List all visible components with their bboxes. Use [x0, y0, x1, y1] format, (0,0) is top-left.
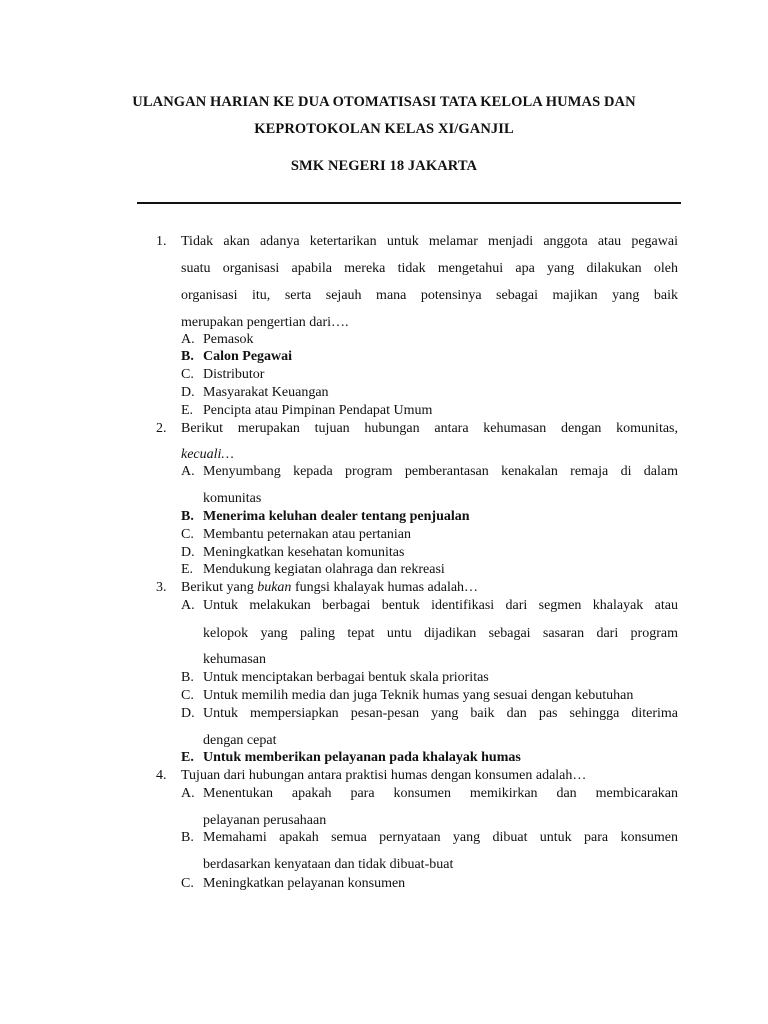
option-text-correct: Calon Pegawai [203, 349, 293, 364]
question-1-text-line: organisasi itu, serta sejauh mana potensinya sebagai majikan yang baik [181, 288, 678, 303]
option-letter-correct: B. [181, 509, 194, 524]
option-letter: A. [181, 786, 195, 801]
option-text: Masyarakat Keuangan [203, 385, 329, 400]
option-text: Membantu peternakan atau pertanian [203, 527, 411, 542]
option-text: komunitas [203, 491, 262, 506]
option-letter: D. [181, 385, 195, 400]
option-letter: A. [181, 332, 195, 347]
option-text: kehumasan [203, 652, 266, 667]
option-text: pelayanan perusahaan [203, 813, 327, 828]
option-letter: C. [181, 367, 194, 382]
option-text: Distributor [203, 367, 265, 382]
option-text: Menyumbang kepada program pemberantasan kenakalan remaja di dalam [203, 464, 678, 479]
option-text-correct: Menerima keluhan dealer tentang penjualan [203, 509, 470, 524]
option-text: Menentukan apakah para konsumen memikirkan dan membicarakan [203, 786, 678, 801]
option-text: Untuk menciptakan berbagai bentuk skala prioritas [203, 670, 489, 685]
option-text: Memahami apakah semua pernyataan yang dibuat untuk para konsumen [203, 830, 678, 845]
question-3-number: 3. [156, 580, 167, 595]
option-letter: D. [181, 545, 195, 560]
question-4-text-line: Tujuan dari hubungan antara praktisi humas dengan konsumen adalah… [181, 768, 587, 783]
option-letter: C. [181, 527, 194, 542]
option-text-correct: Untuk memberikan pelayanan pada khalayak humas [203, 750, 521, 765]
question-2-text-line: Berikut merupakan tujuan hubungan antara kehumasan dengan komunitas, [181, 421, 678, 436]
question-3-text-post: fungsi khalayak humas adalah… [291, 580, 479, 595]
question-2-number: 2. [156, 421, 167, 436]
question-1-text-line: suatu organisasi apabila mereka tidak mengetahui apa yang dilakukan oleh [181, 261, 678, 276]
option-text: Pemasok [203, 332, 254, 347]
option-letter: E. [181, 403, 194, 418]
option-text: kelopok yang paling tepat untu dijadikan sebagai sasaran dari program [203, 626, 678, 641]
question-3-text-pre: Berikut yang [181, 580, 258, 595]
option-letter: E. [181, 562, 194, 577]
question-1-text-line: Tidak akan adanya ketertarikan untuk melamar menjadi anggota atau pegawai [181, 234, 678, 249]
option-letter: A. [181, 598, 195, 613]
option-letter: A. [181, 464, 195, 479]
option-letter-correct: E. [181, 750, 194, 765]
option-letter: B. [181, 670, 194, 685]
option-text: Untuk mempersiapkan pesan-pesan yang baik dan pas sehingga diterima [203, 706, 678, 721]
exam-title-line-2: KEPROTOKOLAN KELAS XI/GANJIL [254, 121, 514, 137]
exam-title-line-1: ULANGAN HARIAN KE DUA OTOMATISASI TATA KELOLA HUMAS DAN [132, 94, 636, 110]
option-text: Untuk melakukan berbagai bentuk identifikasi dari segmen khalayak atau [203, 598, 678, 613]
question-4-number: 4. [156, 768, 167, 783]
option-letter: B. [181, 830, 194, 845]
option-text: berdasarkan kenyataan dan tidak dibuat-buat [203, 857, 454, 872]
option-text: dengan cepat [203, 733, 277, 748]
option-text: Meningkatkan kesehatan komunitas [203, 545, 405, 560]
option-letter-correct: B. [181, 349, 194, 364]
question-1-number: 1. [156, 234, 167, 249]
option-text: Pencipta atau Pimpinan Pendapat Umum [203, 403, 433, 418]
option-text: Meningkatkan pelayanan konsumen [203, 876, 406, 891]
question-3-text-line [181, 579, 678, 597]
option-letter: C. [181, 688, 194, 703]
option-letter: D. [181, 706, 195, 721]
question-2-text-line: kecuali… [181, 447, 234, 462]
header-divider [137, 202, 681, 204]
question-3-text-emphasis: bukan [257, 580, 292, 595]
option-letter: C. [181, 876, 194, 891]
school-name: SMK NEGERI 18 JAKARTA [290, 158, 478, 174]
option-text: Mendukung kegiatan olahraga dan rekreasi [203, 562, 445, 577]
option-text: Untuk memilih media dan juga Teknik humas yang sesuai dengan kebutuhan [203, 688, 634, 703]
question-1-text-line: merupakan pengertian dari…. [181, 315, 349, 330]
